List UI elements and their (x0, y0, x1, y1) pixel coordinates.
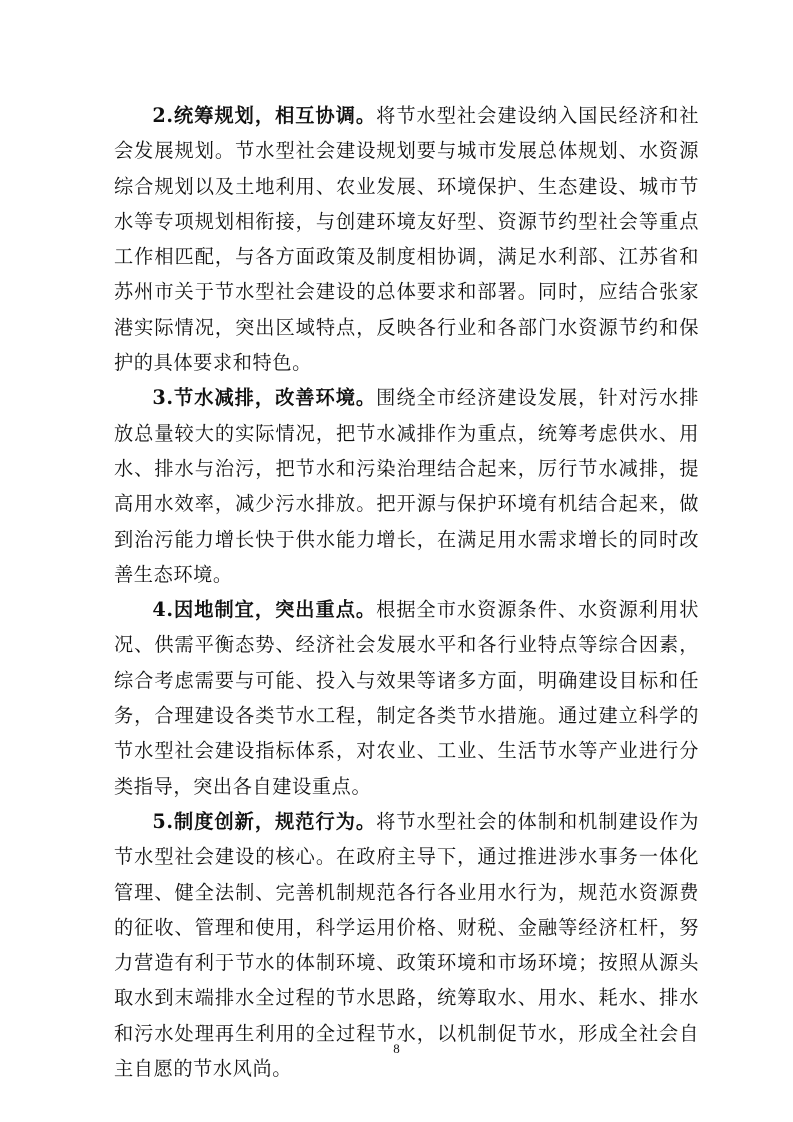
paragraph-heading: 2.统筹规划，相互协调。 (152, 104, 377, 127)
paragraph-text: 根据全市水资源条件、水资源利用状况、供需平衡态势、经济社会发展水平和各行业特点等综合因素，综合考虑需要与可能、投入与效果等诸多方面，明确建设目标和任务，合理建设各类节水工程，制定各类节水措施。通过建立科学的节水型社会建设指标体系，对农业、工业、生活节水等产业进行分类指导，突出各自建设重点。 (114, 598, 699, 798)
paragraph-heading: 4.因地制宜，突出重点。 (152, 598, 377, 622)
paragraph-text: 将节水型社会的体制和机制建设作为节水型社会建设的核心。在政府主导下，通过推进涉水事务一体化管理、健全法制、完善机制规范各行各业用水行为，规范水资源费的征收、管理和使用，科学运用价格、财税、金融等经济杠杆，努力营造有利于节水的体制环境、政策环境和市场环境；按照从源头取水到末端排水全过程的节水思路，统筹取水、用水、耗水、排水和污水处理再生利用的全过程节水，以机制促节水，形成全社会自主自愿的节水风尚。 (114, 809, 699, 1081)
page-number: 8 (393, 1041, 400, 1056)
paragraph-local-conditions (114, 592, 699, 804)
paragraph-coordinated-planning (114, 98, 699, 380)
paragraph-text: 将节水型社会建设纳入国民经济和社会发展规划。节水型社会建设规划要与城市发展总体规划、水资源综合规划以及土地利用、农业发展、环境保护、生态建设、城市节水等专项规划相衔接，与创建环境友好型、资源节约型社会等重点工作相匹配，与各方面政策及制度相协调，满足水利部、江苏省和苏州市关于节水型社会建设的总体要求和部署。同时，应结合张家港实际情况，突出区域特点，反映各行业和各部门水资源节约和保护的具体要求和特色。 (114, 104, 699, 375)
paragraph-water-saving-emission-reduction (114, 380, 699, 592)
paragraph-heading: 3.节水减排，改善环境。 (152, 386, 377, 410)
paragraph-text: 围绕全市经济建设发展，针对污水排放总量较大的实际情况，把节水减排作为重点，统筹考虑供水、用水、排水与治污，把节水和污染治理结合起来，厉行节水减排，提高用水效率，减少污水排放。把开源与保护环境有机结合起来，做到治污能力增长快于供水能力增长，在满足用水需求增长的同时改善生态环境。 (114, 386, 699, 586)
paragraph-heading: 5.制度创新，规范行为。 (152, 809, 377, 833)
body-text (114, 98, 699, 1086)
